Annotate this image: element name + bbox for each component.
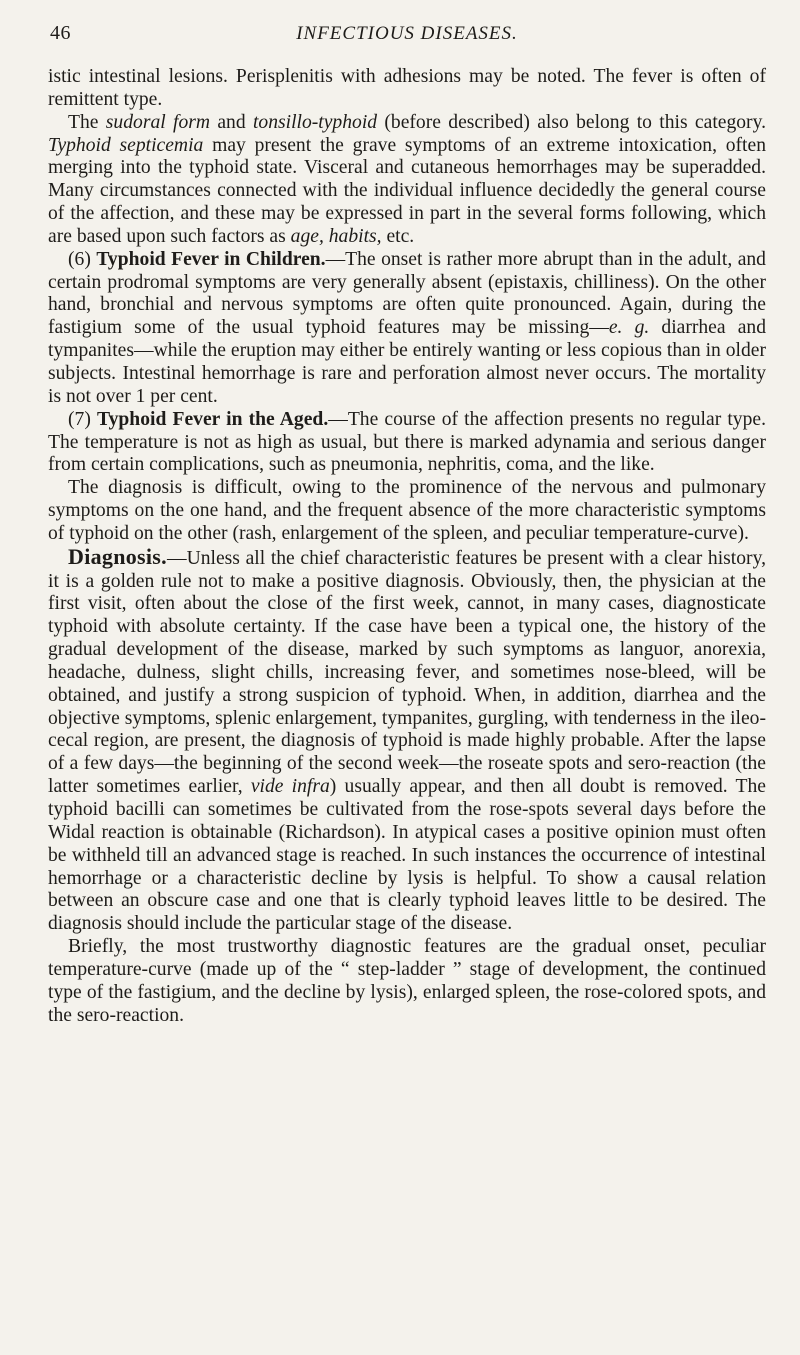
italic-text: age, habits,	[290, 225, 382, 247]
text-run: (6)	[68, 248, 97, 270]
text-run: istic intestinal lesions. Perisplenitis with adhesions may be noted. The fever is often of remittent type.	[48, 66, 766, 110]
text-run: —The onset is rather more abrupt than in the adult, and certain prodromal symptoms are very generally absent (epistaxis, chilliness). On the other hand, bronchial and nervous symptoms are often quite pronounced. Again, during the fastigium some of the usual typhoid features may be missing—	[48, 248, 766, 339]
section-heading: Diagnosis.	[68, 543, 167, 569]
italic-text: e. g.	[608, 317, 650, 339]
text-run: may present the grave symptoms of an extreme intoxication, often merging into the typhoid state. Visceral and cutaneous hemorrhages may be superadded. Many circumstances connected with the individual influence decidedly the general course of the affection, and these may be expressed in part in the several forms following, which are based upon such factors as	[48, 134, 766, 247]
italic-text: Typhoid septicemia	[48, 134, 204, 156]
text-run: diarrhea and tympanites—while the eruption may either be entirely wanting or less copious than in older subjects. Intestinal hemorrhage is rare and perforation almost never occurs. The mortality is not over 1 per cent.	[48, 317, 766, 407]
italic-text: sudoral form	[105, 111, 211, 133]
body-text	[48, 66, 766, 1027]
paragraph	[48, 66, 766, 112]
italic-text: vide infra	[250, 776, 330, 798]
italic-text: tonsillo-typhoid	[252, 111, 378, 133]
text-run: The diagnosis is difficult, owing to the prominence of the nervous and pulmonary symptoms on the one hand, and the frequent absence of the more characteristic symptoms of typhoid on the other (rash, enlargement of the spleen, and peculiar temperature-curve).	[48, 477, 766, 544]
text-run: —The course of the affection presents no regular type. The temperature is not as high as usual, but there is marked adynamia and serious danger from certain complications, such as pneumonia, nephritis, coma, and the like.	[48, 408, 766, 476]
running-head: INFECTIOUS DISEASES.	[296, 23, 518, 44]
page-header	[48, 22, 766, 50]
text-run: ) usually appear, and then all doubt is removed. The typhoid bacilli can sometimes be cultivated from the rose-spots several days before the Widal reaction is obtainable (Richardson). In atypical cases a positive opinion must often be withheld till an advanced stage is reached. In such instances the occurrence of intestinal hemorrhage or a characteristic decline by lysis is helpful. To show a causal relation between an obscure case and one that is clearly typhoid leaves little to be desired. The diagnosis should include the particular stage of the disease.	[48, 776, 766, 935]
text-run: (before described) also belong to this category.	[377, 111, 767, 133]
bold-heading: Typhoid Fever in Children.	[96, 248, 326, 270]
bold-heading: Typhoid Fever in the Aged.	[97, 408, 329, 430]
paragraph	[48, 249, 766, 409]
paragraph	[48, 936, 766, 1027]
paragraph	[48, 112, 766, 249]
paragraph	[48, 409, 766, 478]
text-run: The	[68, 111, 106, 133]
text-run: etc.	[381, 225, 415, 247]
text-run: and	[210, 111, 253, 133]
paragraph	[48, 477, 766, 546]
page-number: 46	[50, 22, 71, 44]
text-run: Briefly, the most trustworthy diagnostic features are the gradual onset, peculiar temperature-curve (made up of the “ step-ladder ” stage of development, the continued type of the fastigium, and the decline by lysis), enlarged spleen, the rose-colored spots, and the sero-reaction.	[48, 936, 766, 1026]
text-run: —Unless all the chief characteristic features be present with a clear history, it is a golden rule not to make a positive diagnosis. Obviously, then, the physician at the first visit, often about the close of the first week, cannot, in many cases, diagnosticate typhoid with absolute certainty. If the case have been a typical one, the history of the gradual development of the disease, marked by such symptoms as languor, anorexia, headache, dulness, slight chills, increasing fever, and sometimes nose-bleed, will be obtained, and justify a strong suspicion of typhoid. When, in addition, diarrhea and the objective symptoms, splenic enlargement, tympanites, gurgling, with tenderness in the ileo-cecal region, are present, the diagnosis of typhoid is made highly probable. After the lapse of a few days—the beginning of the second week—the roseate spots and sero-reaction (the latter sometimes earlier,	[48, 547, 766, 798]
paragraph	[48, 543, 766, 936]
text-run: (7)	[68, 408, 97, 430]
